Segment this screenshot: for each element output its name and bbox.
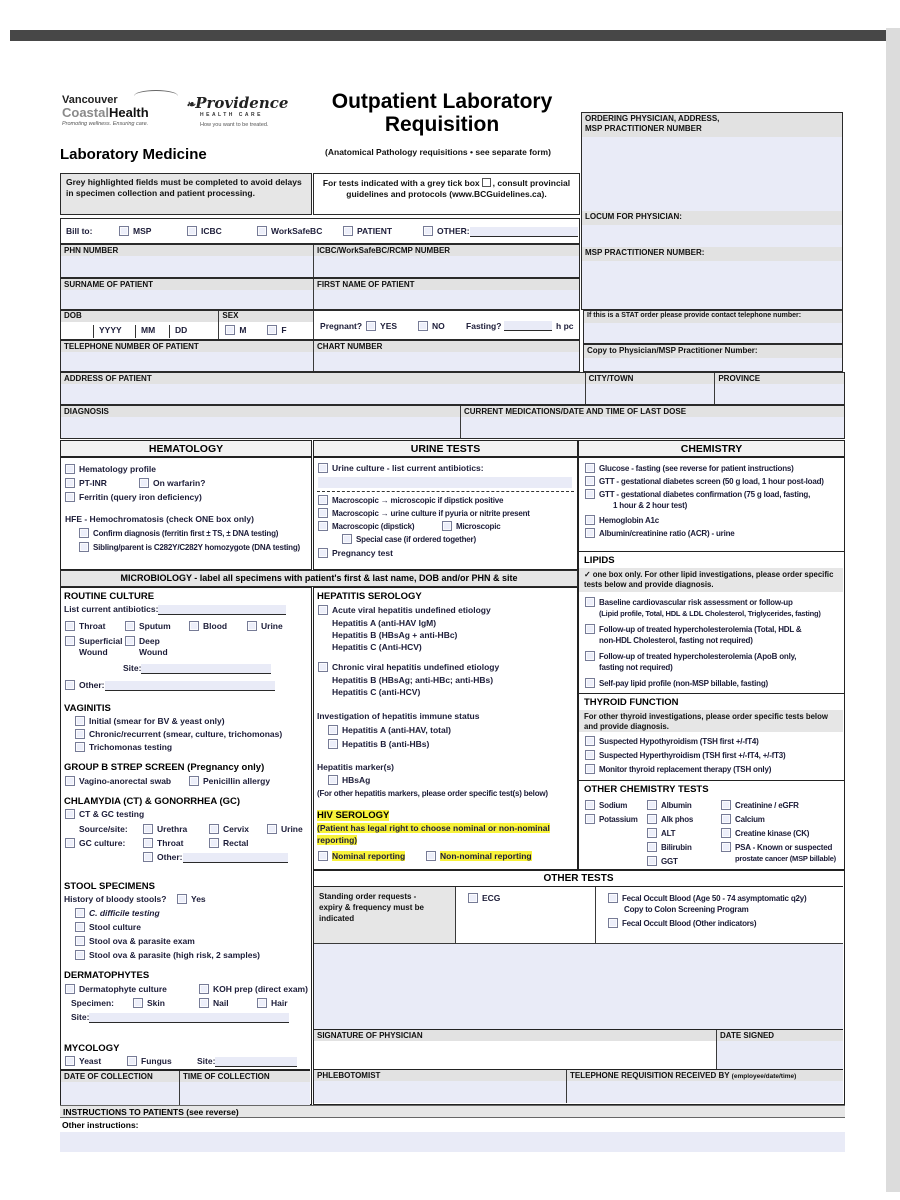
dob-field[interactable]: YYYY MM DD [61,322,218,339]
fasting-unit: h pc [556,321,574,331]
bill-other-line[interactable] [470,227,578,237]
ctgc-urine-checkbox[interactable] [267,824,277,834]
chemistry-header: CHEMISTRY [579,441,844,458]
address-label: ADDRESS OF PATIENT [61,373,585,384]
gc-rectal-checkbox[interactable] [209,838,219,848]
tick-box-note: For tests indicated with a grey tick box , consult provincial guidelines and protocols (www.BCGuidelines.ca). [313,173,580,215]
sex-f-checkbox[interactable] [267,325,277,335]
ecg-cell: ECG [456,887,596,943]
other-tests-section [313,870,845,1105]
chemistry-section: CHEMISTRY Glucose - fasting (see reverse for patient instructions) GTT - gestational diabetes screen (50 g load, 1 hour post-load) GTT - gestational diabetes confirmation (75 g load, fasting, 1 hour & 2 hour test) Hemoglobin A1c Albumin/creatinine ratio (ACR) - urine LIPIDS ✓ one box only. For other lipid investigations, please order specific tests below and provide diagnosis. Baseline cardiovascular risk assessment or follow-up (Lipid profile, Total, HDL & LDL Cholesterol, Triglycerides, fasting) Follow-up of treated hypercholesterolemia (Total, HDL & non-HDL Cholesterol, fasting not required) Follow-up of treated hypercholesterolemia (ApoB only, fasting not required) Self-pay lipid profile (non-MSP billable, fasting) THYROID FUNCTION For other thyroid investigations, please order specific tests below and provide diagnosis. Suspected Hypothyroidism (TSH first +/-fT4) Suspected Hyperthyroidism (TSH first +/-fT4, +/-fT3) Monitor thyroid replacement therapy (TSH only) OTHER CHEMISTRY TESTS Sodium Potassium Albumin Alk phos ALT Bilirubin GGT Creatinine / eGFR Calcium Creatine kinase (CK) PSA - Known or suspected prostate cancer (MSP billable) [578,440,845,870]
phlebotomist-row [314,1069,843,1103]
providence-logo [186,94,289,148]
gbs-swab-checkbox[interactable] [65,776,75,786]
bloody-stools-label: History of bloody stools? [64,894,167,904]
lipid-followup-total-checkbox[interactable] [585,624,595,634]
pt-inr-checkbox[interactable] [65,478,75,488]
urine-tests-section: URINE TESTS Urine culture - list current antibiotics: Macroscopic → microscopic if dipstick positive Macroscopic → urine culture if pyuria or nitrite present Macroscopic (dipstick) Microscopic Special case (if ordered together) Pregnancy test [313,440,578,570]
sex-label: SEX [219,311,313,322]
potassium-checkbox[interactable] [585,814,595,824]
antibiotics-line[interactable] [158,605,286,615]
hep-b-immune-checkbox[interactable] [328,739,338,749]
province-field[interactable] [715,384,844,404]
copy-to-field[interactable] [584,358,842,371]
hematology-section: HEMATOLOGY Hematology profile PT-INR On warfarin? Ferritin (query iron deficiency) HFE - Hemochromatosis (check ONE box only) Confirm diagnosis (ferritin first ± TS, ± DNA testing) Sibling/parent is C282Y/C282Y homozygote (DNA testing) [60,440,312,570]
msp-number-field[interactable] [582,261,842,309]
diagnosis-row [60,405,845,439]
pregnant-no-checkbox[interactable] [418,321,428,331]
grey-fields-note: Grey highlighted fields must be completed to avoid delays in specimen collection and patient processing. [60,173,312,215]
derm-site-label: Site: [71,1012,289,1023]
other-instructions-label: Other instructions: [62,1120,139,1130]
date-of-collection-field[interactable] [61,1082,179,1106]
fasting-label: Fasting? [466,321,502,331]
microbiology-banner: MICROBIOLOGY - label all specimens with patient's first & last name, DOB and/or PHN & site [60,570,578,587]
ctgc-other-checkbox[interactable] [143,852,153,862]
routine-culture-title: ROUTINE CULTURE [64,591,155,602]
signature-label: SIGNATURE OF PHYSICIAN [314,1030,716,1041]
standing-order-writein-field[interactable] [314,943,843,1029]
chart-number-label: CHART NUMBER [314,341,579,352]
acr-checkbox[interactable] [585,528,595,538]
ct-gc-testing-checkbox[interactable] [65,809,75,819]
sex-m-checkbox[interactable] [225,325,235,335]
phn-label: PHN NUMBER [61,245,313,256]
penicillin-allergy-checkbox[interactable] [189,776,199,786]
dob-row: DOB YYYY MM DD SEX M F Pregnant? YES NO Fasting? h pc [60,310,580,340]
msp-number-label: MSP PRACTITIONER NUMBER: [582,247,842,261]
c-difficile-checkbox[interactable] [75,908,85,918]
creatine-kinase-checkbox[interactable] [721,828,731,838]
vch-tagline: Promoting wellness. Ensuring care. [62,121,149,127]
province-label: PROVINCE [715,373,844,384]
bill-to-row: Bill to: MSP ICBC WorkSafeBC PATIENT OTHER: [60,218,580,244]
vch-logo-line2: CoastalHealth [62,105,149,120]
diagnosis-field[interactable] [61,417,460,438]
source-site-label: Source/site: [79,824,128,834]
macroscopic-culture-checkbox[interactable] [318,508,328,518]
providence-sub: HEALTH CARE [200,112,263,118]
vaginitis-title: VAGINITIS [64,703,111,714]
nail-checkbox[interactable] [199,998,209,1008]
chronic-hepatitis-checkbox[interactable] [318,662,328,672]
lipids-note: ✓ one box only. For other lipid investigations, please order specific tests below and provide diagnosis. [579,568,843,592]
telephone-row [60,340,580,372]
myco-site-line[interactable] [215,1057,297,1067]
hyperthyroidism-checkbox[interactable] [585,750,595,760]
vch-logo-line1: Vancouver [62,94,118,106]
urine-culture-site-checkbox[interactable] [247,621,257,631]
list-antibiotics-label: List current antibiotics: [64,604,286,615]
alk-phos-checkbox[interactable] [647,814,657,824]
stat-order-field[interactable] [584,323,842,343]
hepatitis-section: HEPATITIS SEROLOGY Acute viral hepatitis undefined etiology Hepatitis A (anti-HAV IgM) Hepatitis B (HBsAg + anti-HBc) Hepatitis C (Anti-HCV) Chronic viral hepatitis undefined etiology Hepatitis B (HBsAg; anti-HBc; anti-HBs) Hepatitis C (anti-HCV) Investigation of hepatitis immune status Hepatitis A (anti-HAV, total) Hepatitis B (anti-HBs) Hepatitis marker(s) HBsAg (For other hepatitis markers, please order specific test(s) below) HIV SEROLOGY (Patient has legal right to choose nominal or non-nominal reporting) Nominal reporting Non-nominal reporting [313,587,578,870]
psa-diagnostic-checkbox[interactable] [721,842,731,852]
phlebotomist-field[interactable] [314,1081,566,1103]
hfe-title: HFE - Hemochromatosis (check ONE box only) [65,514,254,524]
culture-site-label: Site: [123,663,271,674]
fob-other-checkbox[interactable] [608,918,618,928]
urethra-checkbox[interactable] [143,824,153,834]
lipid-selfpay-checkbox[interactable] [585,678,595,688]
culture-site-line[interactable] [141,664,271,674]
pregnancy-test-checkbox[interactable] [318,548,328,558]
ordering-physician-box [581,112,843,310]
creatinine-egfr-checkbox[interactable] [721,800,731,810]
address-field[interactable] [61,384,585,404]
grey-tick-box-icon [482,178,491,187]
fungus-checkbox[interactable] [127,1056,137,1066]
bill-patient-checkbox[interactable] [343,226,353,236]
myco-site-label: Site: [197,1056,297,1067]
microbiology-section: ROUTINE CULTURE List current antibiotics: Throat Sputum Blood Urine Superficial Wound Deep Wound Site: Other: VAGINITIS Initial (smear for BV & yeast only) Chronic/recurrent (smear, culture, trichomonas) Trichomonas testing GROUP B STREP SCREEN (Pregnancy only) Vagino-anorectal swab Penicillin allergy CHLAMYDIA (CT) & GONORRHEA (GC) CT & GC testing Source/site: Urethra Cervix Urine GC culture: Throat Rectal Other: STOOL SPECIMENS History of bloody stools? Yes C. difficile testing Stool culture Stool ova & parasite exam Stool ova & parasite (high risk, 2 samples) DERMATOPHYTES Dermatophyte culture KOH prep (direct exam) Specimen: Skin Nail Hair Site: MYCOLOGY Yeast Fungus Site: DATE OF COLLECTION TIME OF COLLECTION [60,587,312,1105]
bill-worksafebc-checkbox[interactable] [257,226,267,236]
gbs-title: GROUP B STREP SCREEN (Pregnancy only) [64,762,265,773]
ordering-physician-label: ORDERING PHYSICIAN, ADDRESS, MSP PRACTITIONER NUMBER [582,113,842,137]
lipids-title: LIPIDS [584,555,615,566]
special-case-checkbox[interactable] [342,534,352,544]
stat-order-label: If this is a STAT order please provide contact telephone number: [584,311,842,323]
yeast-checkbox[interactable] [65,1056,75,1066]
bilirubin-checkbox[interactable] [647,842,657,852]
mycology-title: MYCOLOGY [64,1043,120,1054]
divider [579,693,844,694]
city-label: CITY/TOWN [586,373,715,384]
firstname-label: FIRST NAME OF PATIENT [314,279,579,290]
hematology-profile-checkbox[interactable] [65,464,75,474]
macroscopic-dipstick-checkbox[interactable] [318,521,328,531]
divider [317,491,574,492]
form-title: Outpatient Laboratory Requisition [331,90,553,136]
stat-order-box [583,310,843,344]
blood-checkbox[interactable] [189,621,199,631]
gtt-confirmation-checkbox[interactable] [585,489,595,499]
hep-a-immune-checkbox[interactable] [328,725,338,735]
patient-telephone-label: TELEPHONE NUMBER OF PATIENT [61,341,313,352]
stool-culture-checkbox[interactable] [75,922,85,932]
scan-top-bar [10,30,890,41]
time-of-collection-field[interactable] [180,1082,310,1106]
hepatitis-markers-title: Hepatitis marker(s) [317,762,395,772]
locum-field[interactable] [582,225,842,247]
microscopic-checkbox[interactable] [442,521,452,531]
time-of-collection-label: TIME OF COLLECTION [180,1071,310,1082]
hfe-confirm-checkbox[interactable] [79,528,89,538]
vch-mountain-icon [134,90,178,102]
telephone-requisition-label: TELEPHONE REQUISITION RECEIVED BY (employee/date/time) [567,1070,843,1081]
glucose-fasting-checkbox[interactable] [585,463,595,473]
cervix-checkbox[interactable] [209,824,219,834]
acute-hepatitis-checkbox[interactable] [318,605,328,615]
other-instructions-field[interactable] [60,1132,845,1152]
fasting-line[interactable] [504,321,552,331]
urine-antibiotics-field[interactable] [318,477,572,488]
providence-tagline: How you want to be treated. [200,122,269,128]
date-of-collection-label: DATE OF COLLECTION [61,1071,179,1082]
hepatitis-immune-status-title: Investigation of hepatitis immune status [317,711,480,721]
chart-number-field[interactable] [314,352,579,371]
department-title: Laboratory Medicine [60,146,207,163]
diagnosis-label: DIAGNOSIS [61,406,460,417]
stool-ova-parasite-checkbox[interactable] [75,936,85,946]
copy-to-box [583,344,843,372]
other-tests-header: OTHER TESTS [314,871,843,887]
gc-culture-checkbox[interactable] [65,838,75,848]
stool-title: STOOL SPECIMENS [64,881,155,892]
surname-field[interactable] [61,290,313,309]
vaginitis-initial-checkbox[interactable] [75,716,85,726]
dermatophytes-title: DERMATOPHYTES [64,970,150,981]
bloody-stools-yes-checkbox[interactable] [177,894,187,904]
collection-row [61,1069,310,1106]
form-subtitle: (Anatomical Pathology requisitions • see separate form) [325,147,551,157]
bill-msp-checkbox[interactable] [119,226,129,236]
alt-checkbox[interactable] [647,828,657,838]
medications-label: CURRENT MEDICATIONS/DATE AND TIME OF LAST DOSE [461,406,844,417]
divider [579,551,844,552]
address-row [60,372,845,405]
city-field[interactable] [586,384,715,404]
specimen-label: Specimen: [71,998,114,1008]
hepatitis-serology-title: HEPATITIS SEROLOGY [317,591,422,602]
gc-throat-checkbox[interactable] [143,838,153,848]
dob-label: DOB [61,311,218,322]
name-row [60,278,580,310]
ggt-checkbox[interactable] [647,856,657,866]
hfe-sibling-checkbox[interactable] [79,542,89,552]
fob-cell: Fecal Occult Blood (Age 50 - 74 asymptomatic q2y) Copy to Colon Screening Program Fecal Occult Blood (Other indicators) [596,887,843,943]
date-signed-label: DATE SIGNED [717,1030,843,1041]
thyroid-title: THYROID FUNCTION [584,697,679,708]
instructions-title: INSTRUCTIONS TO PATIENTS (see reverse) [60,1105,845,1118]
ferritin-checkbox[interactable] [65,492,75,502]
pregnant-yes-checkbox[interactable] [366,321,376,331]
hba1c-checkbox[interactable] [585,515,595,525]
phn-row [60,244,580,278]
skin-checkbox[interactable] [133,998,143,1008]
albumin-checkbox[interactable] [647,800,657,810]
koh-prep-checkbox[interactable] [199,984,209,994]
thyroid-note: For other thyroid investigations, please order specific tests below and provide diagnosis. [579,710,843,732]
hematology-header: HEMATOLOGY [61,441,311,458]
on-warfarin-checkbox[interactable] [139,478,149,488]
vch-logo [62,94,180,144]
hypothyroidism-checkbox[interactable] [585,736,595,746]
derm-site-line[interactable] [89,1013,289,1023]
icbc-number-field[interactable] [314,256,579,277]
thyroid-replacement-checkbox[interactable] [585,764,595,774]
patient-telephone-field[interactable] [61,352,313,371]
other-chemistry-title: OTHER CHEMISTRY TESTS [584,784,709,795]
signature-field[interactable] [314,1041,716,1069]
deep-wound-checkbox[interactable] [125,636,135,646]
culture-other-line[interactable] [105,681,275,691]
ecg-checkbox[interactable] [468,893,478,903]
telephone-requisition-field[interactable] [567,1081,843,1103]
sodium-checkbox[interactable] [585,800,595,810]
firstname-field[interactable] [314,290,579,309]
throat-checkbox[interactable] [65,621,75,631]
ordering-physician-field[interactable] [582,137,842,211]
gtt-screen-checkbox[interactable] [585,476,595,486]
phn-field[interactable] [61,256,313,277]
bill-other-checkbox[interactable] [423,226,433,236]
culture-other-checkbox[interactable] [65,680,75,690]
ctgc-title: CHLAMYDIA (CT) & GONORRHEA (GC) [64,796,241,807]
pregnant-label: Pregnant? [320,321,363,331]
locum-label: LOCUM FOR PHYSICIAN: [582,211,842,225]
divider [579,780,844,781]
calcium-checkbox[interactable] [721,814,731,824]
fob-screening-checkbox[interactable] [608,893,618,903]
hbsag-checkbox[interactable] [328,775,338,785]
superficial-wound-checkbox[interactable] [65,636,75,646]
hiv-serology-title: HIV SEROLOGY [317,810,390,821]
macroscopic-microscopic-checkbox[interactable] [318,495,328,505]
leaf-icon: ❧ [186,98,196,111]
hepatitis-markers-note: (For other hepatitis markers, please order specific test(s) below) [317,789,548,798]
scan-edge-strip [886,28,900,1192]
lipid-followup-apob-checkbox[interactable] [585,651,595,661]
trichomonas-checkbox[interactable] [75,742,85,752]
surname-label: SURNAME OF PATIENT [61,279,313,290]
sputum-checkbox[interactable] [125,621,135,631]
bill-to-label: Bill to: [66,226,93,236]
ctgc-other-line[interactable] [183,853,288,863]
date-signed-field[interactable] [717,1041,843,1069]
icbc-number-label: ICBC/WorkSafeBC/RCMP NUMBER [314,245,579,256]
hair-checkbox[interactable] [257,998,267,1008]
urine-tests-header: URINE TESTS [314,441,577,458]
lipid-baseline-checkbox[interactable] [585,597,595,607]
medications-field[interactable] [461,417,844,438]
standing-order-note: Standing order requests - expiry & frequency must be indicated [314,887,456,943]
stool-ova-parasite-highrisk-checkbox[interactable] [75,950,85,960]
nominal-reporting-checkbox[interactable] [318,851,328,861]
bill-icbc-checkbox[interactable] [187,226,197,236]
providence-name: ❧Providence [186,94,289,112]
non-nominal-reporting-checkbox[interactable] [426,851,436,861]
dermatophyte-culture-checkbox[interactable] [65,984,75,994]
signature-row [314,1029,843,1069]
phlebotomist-label: PHLEBOTOMIST [314,1070,566,1081]
vaginitis-chronic-checkbox[interactable] [75,729,85,739]
copy-to-label: Copy to Physician/MSP Practitioner Number: [584,345,842,358]
urine-culture-checkbox[interactable] [318,463,328,473]
